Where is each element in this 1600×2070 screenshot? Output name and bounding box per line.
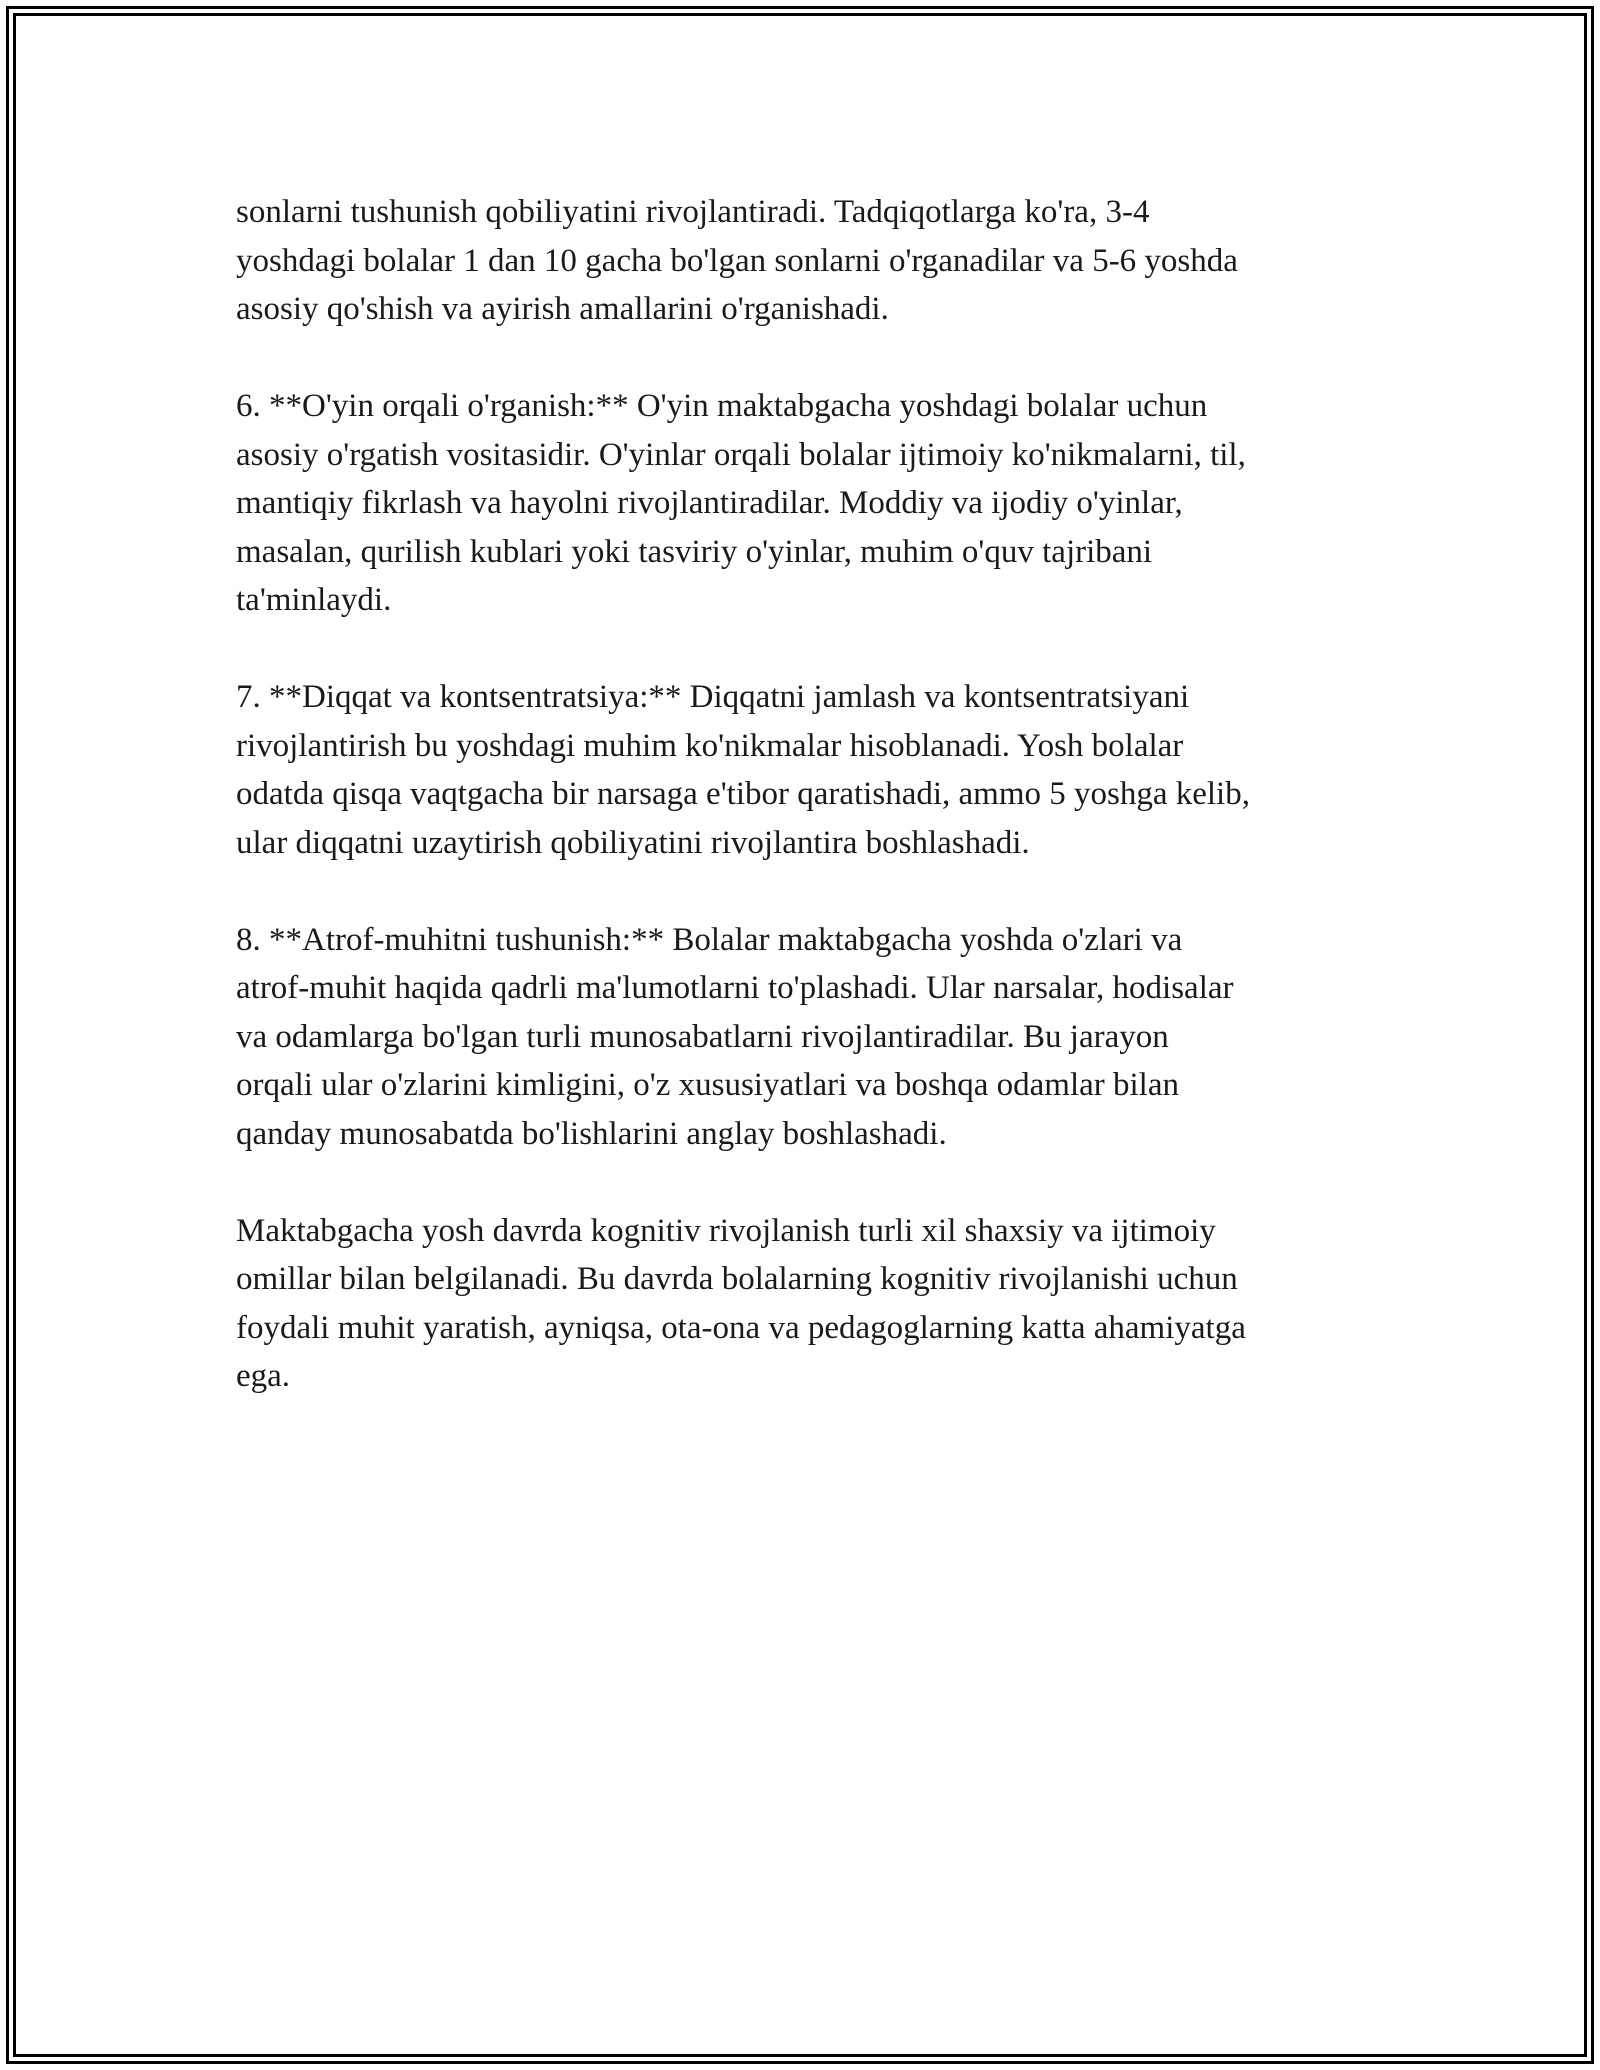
paragraph-conclusion: Maktabgacha yosh davrda kognitiv rivojlanish turli xil shaxsiy va ijtimoiy omillar bilan belgilanadi. Bu davrda bolalarning kognitiv rivojlanishi uchun foydali muhit yaratish, ayniqsa, ota-ona va pedagoglarning katta ahamiyatga ega. xyxy=(236,1212,1246,1394)
paragraph-attention-concentration: 7. **Diqqat va kontsentratsiya:** Diqqatni jamlash va kontsentratsiyani rivojlantirish bu yoshdagi muhim ko'nikmalar hisoblanadi. Yosh bolalar odatda qisqa vaqtgacha bir narsaga e'tibor qaratishadi, ammo 5 yoshga kelib, ular diqqatni uzaytirish qobiliyatini rivojlantira boshlashadi. xyxy=(236,679,1250,861)
paragraph-learning-through-play: 6. **O'yin orqali o'rganish:** O'yin maktabgacha yoshdagi bolalar uchun asosiy o'rgatish vositasidir. O'yinlar orqali bolalar ijtimoiy ko'nikmalarni, til, mantiqiy fikrlash va hayolni rivojlantiradilar. Moddiy va ijodiy o'yinlar, masalan, qurilish kublari yoki tasviriy o'yinlar, muhim o'quv tajribani ta'minlaydi. xyxy=(236,388,1246,618)
paragraph-number-concepts: sonlarni tushunish qobiliyatini rivojlantiradi. Tadqiqotlarga ko'ra, 3-4 yoshdagi bolalar 1 dan 10 gacha bo'lgan sonlarni o'rganadilar va 5-6 yoshda asosiy qo'shish va ayirish amallarini o'rganishadi. xyxy=(236,194,1238,327)
document-body xyxy=(236,188,1376,1449)
paragraph-understanding-environment: 8. **Atrof-muhitni tushunish:** Bolalar maktabgacha yoshda o'zlari va atrof-muhit haqida qadrli ma'lumotlarni to'plashadi. Ular narsalar, hodisalar va odamlarga bo'lgan turli munosabatlarni rivojlantiradilar. Bu jarayon orqali ular o'zlarini kimligini, o'z xususiyatlari va boshqa odamlar bilan qanday munosabatda bo'lishlarini anglay boshlashadi. xyxy=(236,921,1234,1152)
